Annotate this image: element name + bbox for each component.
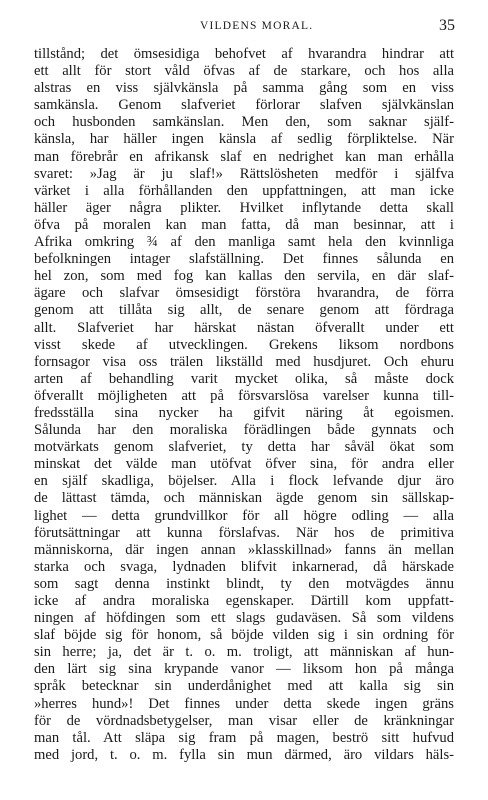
text-line: för de vördnadsbetygelser, man visar eller de kränkningar [34,712,454,729]
text-line: svaret: »Jag är ju slaf!» Rättslösheten medför i själfva [34,165,454,182]
text-line: och husbonden samkänslan. Men den, som saknar själf- [34,114,454,131]
text-line: häller äger några plikter. Hvilket inflytande detta skall [34,199,454,216]
text-line: man förebrår en afrikansk slaf en nedrighet kan man erhålla [34,148,454,165]
text-line: alstras en viss självkänsla på samma gång som en viss [34,80,454,97]
text-line: arten af behandling varit mycket olika, så måste dock [34,370,454,387]
text-line: genom att tillåta sig allt, de senare genom att fördraga [34,302,454,319]
text-line: ett allt för stort våld öfvas af de starkare, och hos alla [34,63,454,80]
text-line: allt. Slafveriet har härskat nästan öfverallt under ett [34,319,454,336]
text-line: fredsställa sina nycker ha gifvit näring åt egoismen. [34,404,454,421]
text-line: förutsättningar att kunna förslafvas. När hos de primitiva [34,524,454,541]
text-line: Sålunda har den moraliska förädlingen både gynnats och [34,422,454,439]
text-line: den lärt sig sina krypande vanor — liksom hon på många [34,661,454,678]
text-line: tillstånd; det ömsesidiga behofvet af hvarandra hindrar att [34,46,454,62]
text-line: värket i alla förhållanden den uppfattningen, att man icke [34,182,454,199]
text-line: ningen af höfdingen som ett slags gudaväsen. Så som vildens [34,610,454,627]
text-line: sin herre; ja, det är t. o. m. troligt, att människan af hun- [34,644,454,661]
text-line: Afrika omkring ¾ af den manliga samt hela den kvinnliga [34,234,454,251]
text-line: icke af andra moraliska egenskaper. Därtill kom uppfatt- [34,593,454,609]
text-line: människorna, där ingen annan »klasskillnad» fanns än mellan [34,541,454,558]
text-line: »herres hund»! Det finnes under detta skede ingen gräns [34,695,454,712]
text-line: starka och svaga, lydnaden blifvit inkarnerad, då härskade [34,558,454,575]
text-line: ägare och slafvar ömsesidigt förstöra hvarandra, de förra [34,285,454,302]
text-line: fornsagor visa oss trälen likställd med husdjuret. Och ehuru [34,353,454,370]
text-line: hel zon, som med fog kan kallas den servila, en där slaf- [34,268,454,285]
text-line: de lättast tämda, och människan ägde genom sin sällskap- [34,490,454,507]
text-line: visst skede af utvecklingen. Grekens liksom nordbons [34,336,454,353]
text-line: befolkningen intager slafställning. Det finnes sålunda en [34,251,454,268]
text-line: motvärkats genom slafveriet, ty detta har såväl ökat som [34,439,454,456]
text-line: med jord, t. o. m. fylla sin mun därmed, äro vildars häls- [34,746,454,763]
text-line: lighet — detta grundvillkor för all högre odling — alla [34,507,454,524]
text-line: känsla, har häller ingen känsla af sedlig förpliktelse. När [34,131,454,148]
text-line: språk betecknar sin underdånighet med att kalla sig sin [34,678,454,695]
running-head: VILDENS MORAL. [200,20,314,32]
text-line: minskat det välde man utöfvat öfver sina, för andra eller [34,456,454,473]
page-number: 35 [439,17,455,34]
text-line: öfva på moralen kan man fatta, då man besinnar, att i [34,216,454,233]
body-text [34,46,454,764]
text-line: öfverallt möjligheten att på försvarslösa varelser kunna till- [34,387,454,404]
text-line: en själf skadliga, böjelser. Alla i flock lefvande djur äro [34,473,454,490]
text-line: samkänsla. Genom slafveriet förlorar slafven självkänslan [34,97,454,114]
text-line: slaf böjde sig för honom, så böjde vilden sig i sin ordning för [34,627,454,644]
text-line: man tål. Att släpa sig fram på magen, beströ sitt hufvud [34,729,454,746]
text-line: som sagt denna instinkt blindt, ty den motvägdes ännu [34,575,454,592]
